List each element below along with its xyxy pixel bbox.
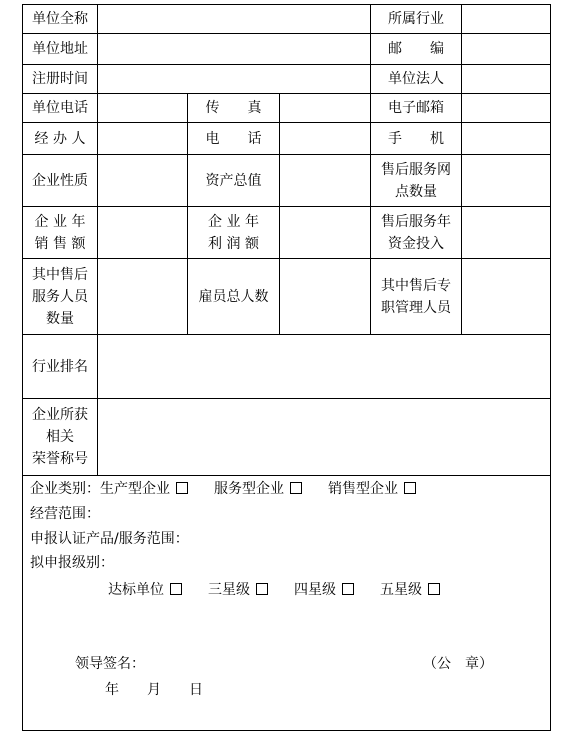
unit-phone-label: 单位电话 [23,94,98,123]
leader-signature-label: 领导签名： [75,656,145,672]
honors-label-line1: 企业所获 [32,407,88,423]
service-outlets-label [371,155,462,207]
honors-field[interactable] [98,399,551,476]
service-outlets-label-line2: 点数量 [395,183,438,200]
application-level-label: 拟申报级别： [30,555,114,571]
level-option-five-star[interactable] [380,580,440,600]
row-contact [23,123,551,155]
level-option-three-star-label: 三星级 [208,582,250,598]
checkbox-five-star[interactable] [428,583,440,595]
declaration-section [23,476,551,731]
email-field[interactable] [462,94,551,123]
address-field[interactable] [98,34,371,65]
level-option-four-star-label: 四星级 [294,582,336,598]
industry-field[interactable] [462,5,551,34]
industry-ranking-field[interactable] [98,335,551,399]
enterprise-nature-field[interactable] [98,155,188,207]
category-option-service-label: 服务型企业 [214,481,284,497]
checkbox-four-star[interactable] [342,583,354,595]
category-option-sales-label: 销售型企业 [328,481,398,497]
registration-date-field[interactable] [98,65,371,94]
category-option-production-label: 生产型企业 [100,481,170,497]
service-investment-label-line1: 售后服务年 [381,213,452,230]
row-ranking [23,335,551,399]
total-assets-field[interactable] [280,155,371,207]
certification-scope-label: 申报认证产品/服务范围： [30,531,189,547]
date-label: 年 月 日 [105,682,203,698]
row-nature [23,155,551,207]
annual-sales-label-line2: 销 售 额 [34,235,86,252]
enterprise-nature-label: 企业性质 [23,155,98,207]
mobile-label: 手 机 [371,123,462,155]
checkbox-standard[interactable] [170,583,182,595]
row-declaration [23,476,551,731]
checkbox-service[interactable] [290,482,302,494]
total-employees-field[interactable] [280,259,371,335]
row-unit-name [23,5,551,34]
service-staff-label [23,259,98,335]
total-employees-label: 雇员总人数 [188,259,280,335]
service-managers-field[interactable] [462,259,551,335]
unit-name-field[interactable] [98,5,371,34]
service-staff-label-line3: 数量 [46,310,74,327]
level-option-three-star[interactable] [208,580,268,600]
address-label: 单位地址 [23,34,98,65]
registration-form-table [22,4,551,731]
row-phone [23,94,551,123]
registration-date-label: 注册时间 [23,65,98,94]
checkbox-production[interactable] [176,482,188,494]
row-address [23,34,551,65]
level-option-five-star-label: 五星级 [380,582,422,598]
row-staff [23,259,551,335]
postcode-label: 邮 编 [371,34,462,65]
total-assets-label: 资产总值 [188,155,280,207]
service-staff-label-line2: 服务人员 [32,288,88,305]
honors-label-line3: 荣誉称号 [32,451,88,467]
annual-profit-label [188,207,280,259]
service-staff-label-line1: 其中售后 [32,266,88,283]
service-managers-label-line1: 其中售后专 [381,277,452,294]
category-option-service[interactable] [214,479,302,499]
unit-phone-field[interactable] [98,94,188,123]
level-option-standard[interactable] [108,580,182,600]
service-managers-label-line2: 职管理人员 [381,299,452,316]
service-outlets-label-line1: 售后服务网 [381,161,452,178]
service-investment-label [371,207,462,259]
business-scope-label: 经营范围： [30,506,100,522]
level-options-line [108,580,466,600]
row-honors [23,399,551,476]
category-option-production[interactable] [100,479,188,499]
email-label: 电子邮箱 [371,94,462,123]
legal-person-label: 单位法人 [371,65,462,94]
level-option-four-star[interactable] [294,580,354,600]
handler-label: 经 办 人 [23,123,98,155]
official-seal-label: （公 章） [423,656,493,672]
category-option-sales[interactable] [328,479,416,499]
service-managers-label [371,259,462,335]
checkbox-sales[interactable] [404,482,416,494]
postcode-field[interactable] [462,34,551,65]
annual-profit-field[interactable] [280,207,371,259]
service-investment-label-line2: 资金投入 [388,235,445,252]
honors-label [23,399,98,476]
annual-sales-field[interactable] [98,207,188,259]
enterprise-category-line [30,479,442,499]
unit-name-label: 单位全称 [23,5,98,34]
industry-ranking-label: 行业排名 [23,335,98,399]
checkbox-three-star[interactable] [256,583,268,595]
annual-profit-label-line1: 企 业 年 [208,213,259,230]
row-sales [23,207,551,259]
annual-sales-label [23,207,98,259]
telephone-label: 电 话 [188,123,280,155]
service-outlets-field[interactable] [462,155,551,207]
level-option-standard-label: 达标单位 [108,582,164,598]
honors-label-line2: 相关 [46,429,74,445]
row-registration [23,65,551,94]
annual-sales-label-line1: 企 业 年 [34,213,86,230]
service-investment-field[interactable] [462,207,551,259]
telephone-field[interactable] [280,123,371,155]
fax-label: 传 真 [188,94,280,123]
industry-label: 所属行业 [371,5,462,34]
fax-field[interactable] [280,94,371,123]
handler-field[interactable] [98,123,188,155]
annual-profit-label-line2: 利 润 额 [208,235,259,252]
service-staff-field[interactable] [98,259,188,335]
category-label: 企业类别： [30,481,100,497]
legal-person-field[interactable] [462,65,551,94]
mobile-field[interactable] [462,123,551,155]
